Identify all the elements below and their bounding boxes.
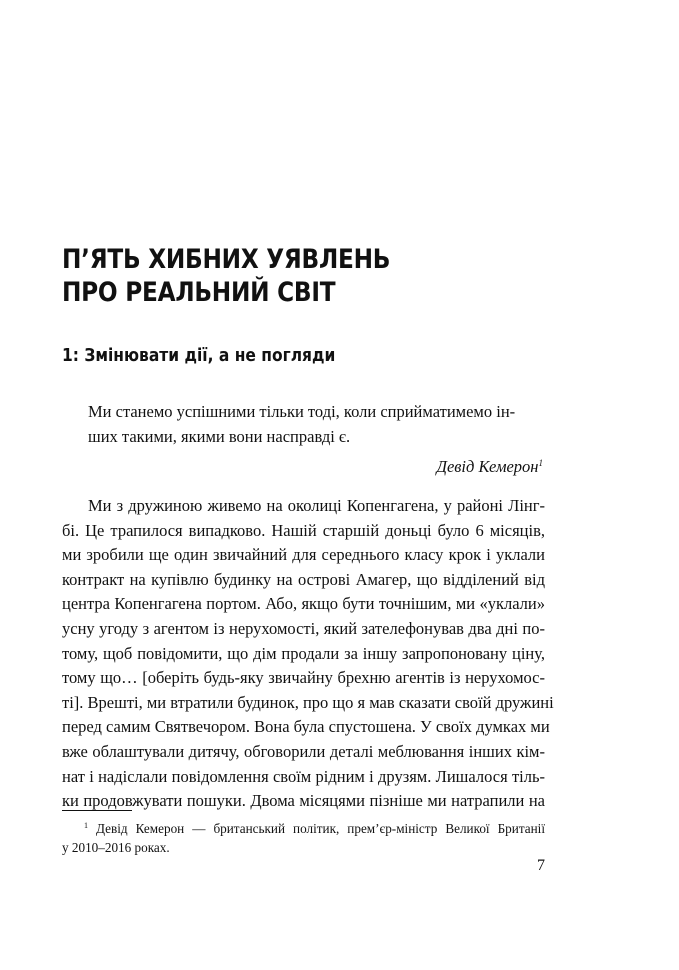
- body-line: ми зробили ще один звичайний для середнього класу крок і уклали: [62, 545, 545, 565]
- body-line: тому, щоб повідомити, що дім продали за іншу запропоновану ціну,: [62, 643, 545, 663]
- body-line: тому що… [оберіть будь-яку звичайну брехню агентів із нерухомос-: [62, 668, 545, 688]
- chapter-title-line-1: П’ЯТЬ ХИБНИХ УЯВЛЕНЬ: [62, 244, 391, 275]
- epigraph-line-2: ших такими, якими вони насправді є.: [88, 426, 351, 446]
- page-number: 7: [537, 857, 545, 874]
- footnote: [62, 816, 545, 857]
- footnote-line-1: [62, 816, 545, 838]
- epigraph-author-name: Девід Кемерон: [436, 457, 539, 476]
- section-title: 1: Змінювати дії, а не погляди: [62, 345, 336, 366]
- epigraph: [88, 400, 543, 480]
- epigraph-line-1: Ми станемо успішними тільки тоді, коли сприйматимемо ін-: [88, 402, 516, 421]
- body-line: бі. Це трапилося випадково. Нашій старшій доньці було 6 місяців,: [62, 520, 545, 540]
- chapter-title: [62, 243, 509, 309]
- chapter-title-line-2: ПРО РЕАЛЬНИЙ СВІТ: [62, 277, 336, 308]
- body-line: ті]. Врешті, ми втратили будинок, про що я мав сказати своїй дружині: [62, 692, 554, 712]
- epigraph-author: [88, 451, 543, 480]
- body-line: Ми з дружиною живемо на околиці Копенгагена, у районі Лінг-: [88, 496, 545, 515]
- body-line: ки продовжувати пошуки. Двома місяцями пізніше ми натрапили на: [62, 791, 545, 811]
- footnote-number: 1: [84, 821, 88, 830]
- body-paragraph: [62, 494, 554, 814]
- footnote-text-1: Девід Кемерон — британський політик, прем’єр-міністр Великої Британії: [96, 821, 545, 836]
- footnote-line-2: у 2010–2016 роках.: [62, 840, 170, 855]
- body-line: усну угоду з агентом із нерухомості, який зателефонував два дні по-: [62, 618, 545, 638]
- epigraph-footnote-ref[interactable]: 1: [538, 458, 543, 468]
- body-line: нат і надіслали повідомлення своїм рідним і друзям. Лишалося тіль-: [62, 766, 545, 786]
- body-line: центра Копенгагена портом. Або, якщо бути точнішим, ми «уклали»: [62, 594, 545, 614]
- body-line: перед самим Святвечором. Вона була спустошена. У своїх думках ми: [62, 717, 550, 737]
- body-line: вже облаштували дитячу, обговорили деталі меблювання інших кім-: [62, 741, 545, 761]
- footnote-divider: [62, 810, 132, 811]
- body-line: контракт на купівлю будинку на острові Амагер, що відділений від: [62, 569, 545, 589]
